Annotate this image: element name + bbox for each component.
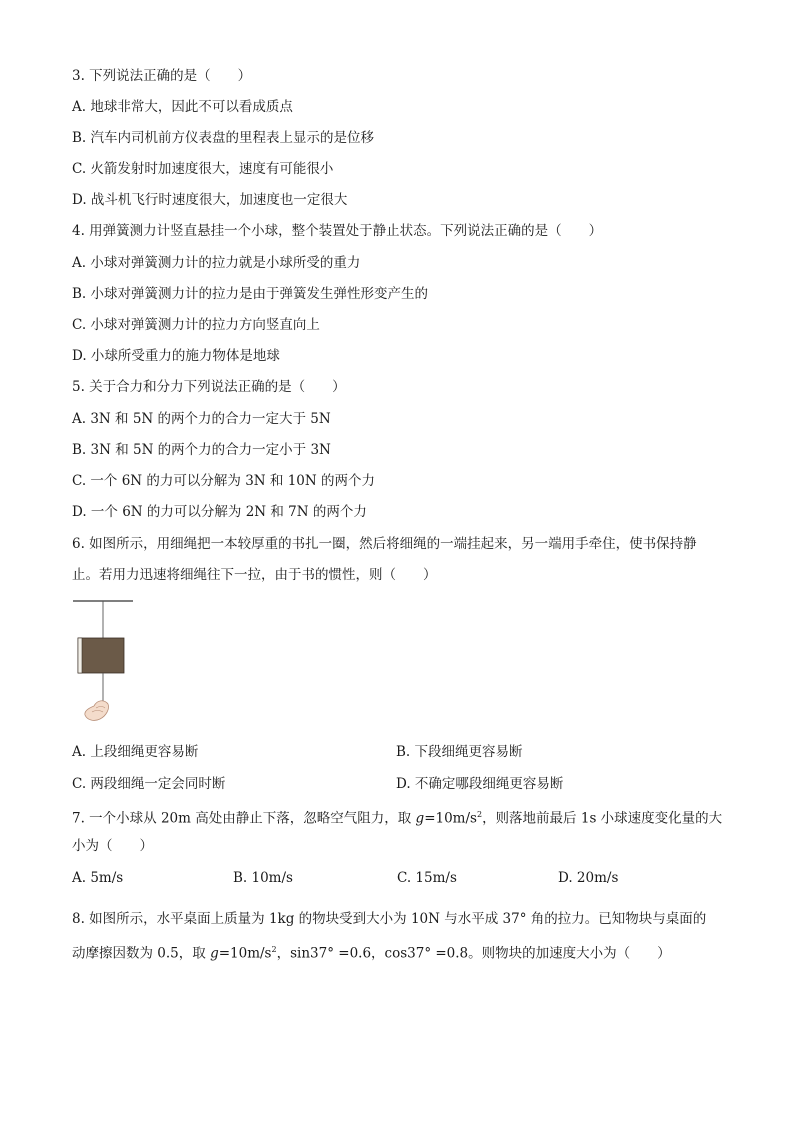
q3-stem: 3. 下列说法正确的是（ ）: [72, 68, 252, 84]
q7-option-c: C. 15m/s: [397, 870, 457, 886]
q7-option-a: A. 5m/s: [72, 870, 124, 886]
q7-option-d: D. 20m/s: [558, 870, 619, 886]
q7-option-b: B. 10m/s: [233, 870, 293, 886]
hanging-book-figure: [70, 596, 140, 731]
q4-option-d: D. 小球所受重力的施力物体是地球: [72, 348, 280, 364]
q4-option-b: B. 小球对弹簧测力计的拉力是由于弹簧发生弹性形变产生的: [72, 286, 429, 302]
q6-stem-line2: 止。若用力迅速将细绳往下一拉，由于书的惯性，则（ ）: [72, 567, 437, 583]
q8-stem-line1: 8. 如图所示，水平桌面上质量为 1kg 的物块受到大小为 10N 与水平成 37° 角的拉力。已知物块与桌面的: [72, 911, 707, 927]
q4-stem: 4. 用弹簧测力计竖直悬挂一个小球，整个装置处于静止状态。下列说法正确的是（ ）: [72, 223, 603, 239]
q6-option-d: D. 不确定哪段细绳更容易断: [396, 776, 564, 792]
q7-stem-line1: 7. 一个小球从 20m 高处由静止下落，忽略空气阻力，取 $g=10m/s^2$，则落地前最后 1s 小球速度变化量的大: [72, 810, 723, 827]
q4-option-a: A. 小球对弹簧测力计的拉力就是小球所受的重力: [72, 255, 361, 271]
q3-option-b: B. 汽车内司机前方仪表盘的里程表上显示的是位移: [72, 130, 375, 146]
q5-option-a: A. 3N 和 5N 的两个力的合力一定大于 5N: [72, 411, 331, 427]
q3-option-a: A. 地球非常大，因此不可以看成质点: [72, 99, 293, 115]
q5-option-d: D. 一个 6N 的力可以分解为 2N 和 7N 的两个力: [72, 504, 367, 520]
book-spine: [78, 638, 82, 673]
q6-stem-line1: 6. 如图所示，用细绳把一本较厚重的书扎一圈，然后将细绳的一端挂起来，另一端用手牵住，使书保持静: [72, 536, 697, 552]
q5-option-c: C. 一个 6N 的力可以分解为 3N 和 10N 的两个力: [72, 473, 375, 489]
q7-stem-line2: 小为（ ）: [72, 838, 153, 854]
q5-option-b: B. 3N 和 5N 的两个力的合力一定小于 3N: [72, 442, 331, 458]
q3-option-c: C. 火箭发射时加速度很大，速度有可能很小: [72, 161, 334, 177]
q8-stem-line2: 动摩擦因数为 0.5，取 $g=10m/s^2$，sin37° =0.6，cos37° =0.8。则物块的加速度大小为（ ）: [72, 945, 671, 962]
book: [78, 638, 124, 673]
q5-stem: 5. 关于合力和分力下列说法正确的是（ ）: [72, 379, 346, 395]
q3-option-d: D. 战斗机飞行时速度很大，加速度也一定很大: [72, 192, 348, 208]
q4-option-c: C. 小球对弹簧测力计的拉力方向竖直向上: [72, 317, 320, 333]
q6-option-c: C. 两段细绳一定会同时断: [72, 776, 226, 792]
q6-option-a: A. 上段细绳更容易断: [72, 744, 199, 760]
q6-option-b: B. 下段细绳更容易断: [396, 744, 523, 760]
